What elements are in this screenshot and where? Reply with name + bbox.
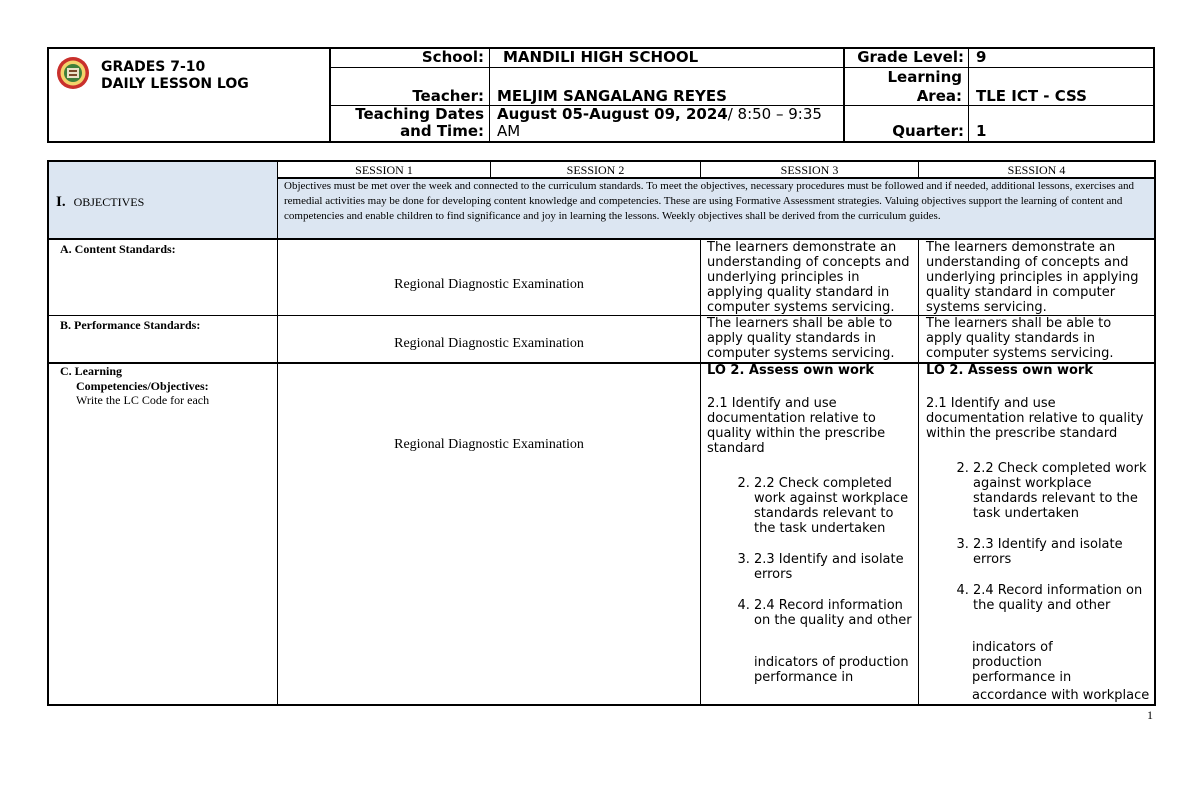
competency-tail-session-3: indicators of production performance in (754, 655, 909, 685)
teaching-dates-label-2: and Time: (400, 122, 484, 140)
competency-list-session-4 (926, 461, 1152, 629)
content-standards-session-4: The learners demonstrate an understanding of concepts and underlying principles in applying quality standard in computer systems servicing. (926, 240, 1139, 315)
school-label: School: (421, 48, 484, 66)
performance-standards-session-3: The learners shall be able to apply quality standards in computer systems servicing. (707, 316, 895, 361)
learning-area-label-2: Area: (916, 87, 962, 105)
competency-2-4-session-4: 4. 2.4 Record information on the quality and other (973, 583, 1152, 613)
content-standards-session-3: The learners demonstrate an understanding of concepts and underlying principles in applying quality standard in computer systems servicing. (707, 240, 910, 315)
performance-standards-session-4: The learners shall be able to apply quality standards in computer systems servicing. (926, 316, 1114, 361)
competency-2-3-session-3: 3. 2.3 Identify and isolate errors (754, 552, 915, 582)
objectives-description: Objectives must be met over the week and connected to the curriculum standards. To meet the objectives, necessary procedures must be followed and if needed, additional lessons, exercises and remedial activities may be done for developing content knowledge and competencies. These are using Formative Assessment strategies. Valuing objectives support the learning of content and competencies and enable children to find significance and joy in learning the lessons. Weekly objectives shall be derived from the curriculum guides. (284, 180, 1135, 222)
lo-title-session-3: LO 2. Assess own work (707, 363, 874, 378)
competency-2-2-session-4: 2. 2.2 Check completed work against workplace standards relevant to the task undertaken (973, 461, 1152, 521)
session-3-header: SESSION 3 (780, 163, 839, 177)
grade-level-label: Grade Level: (857, 48, 964, 66)
grade-level-value: 9 (976, 48, 987, 66)
competency-2-1-session-3: 2.1 Identify and use documentation relative to quality within the prescribe standard (707, 396, 886, 456)
competency-tail2-session-4: accordance with workplace (972, 688, 1150, 703)
learning-competencies-rde: Regional Diagnostic Examination (394, 437, 584, 452)
page-number: 1 (1147, 708, 1153, 722)
learning-area-value: TLE ICT - CSS (976, 87, 1087, 105)
teaching-time-suffix: AM (497, 122, 521, 140)
lc-code-instruction: Write the LC Code for each (76, 393, 210, 407)
teaching-dates-label-1: Teaching Dates (355, 105, 484, 123)
session-2-header: SESSION 2 (566, 163, 625, 177)
teacher-label: Teacher: (412, 87, 484, 105)
performance-standards-label: B. Performance Standards: (60, 318, 201, 332)
performance-standards-rde: Regional Diagnostic Examination (394, 336, 584, 351)
teaching-time: / 8:50 – 9:35 (727, 105, 822, 123)
content-standards-rde: Regional Diagnostic Examination (394, 277, 584, 292)
objectives-heading (56, 193, 144, 211)
teacher-value: MELJIM SANGALANG REYES (497, 87, 727, 105)
competency-tail-session-4: indicators of production performance in (972, 640, 1072, 685)
teaching-dates-value (497, 105, 822, 123)
learning-competencies-label-1: C. Learning (60, 364, 123, 378)
competency-2-3-session-4: 3. 2.3 Identify and isolate errors (973, 537, 1152, 567)
learning-competencies-label-2: Competencies/Objectives: (76, 379, 209, 393)
competency-list-session-3 (707, 476, 915, 644)
competency-2-1-session-4: 2.1 Identify and use documentation relative to quality within the prescribe standard (926, 396, 1144, 441)
school-value: MANDILI HIGH SCHOOL (503, 48, 699, 66)
learning-area-label-1: Learning (887, 68, 962, 86)
quarter-label: Quarter: (892, 122, 964, 140)
teaching-dates-range: August 05-August 09, 2024 (497, 105, 728, 123)
objectives-numeral: I. (56, 194, 66, 210)
log-title-line1: GRADES 7-10 (101, 59, 206, 75)
log-title-line2: DAILY LESSON LOG (101, 76, 249, 92)
objectives-label: OBJECTIVES (73, 195, 145, 209)
quarter-value: 1 (976, 122, 987, 140)
content-standards-label: A. Content Standards: (60, 242, 176, 256)
competency-2-4-session-3: 4. 2.4 Record information on the quality and other (754, 598, 915, 628)
lo-title-session-4: LO 2. Assess own work (926, 363, 1093, 378)
session-1-header: SESSION 1 (355, 163, 413, 177)
school-seal-logo (56, 56, 90, 90)
competency-2-2-session-3: 2. 2.2 Check completed work against workplace standards relevant to the task undertaken (754, 476, 915, 536)
session-4-header: SESSION 4 (1007, 163, 1066, 177)
